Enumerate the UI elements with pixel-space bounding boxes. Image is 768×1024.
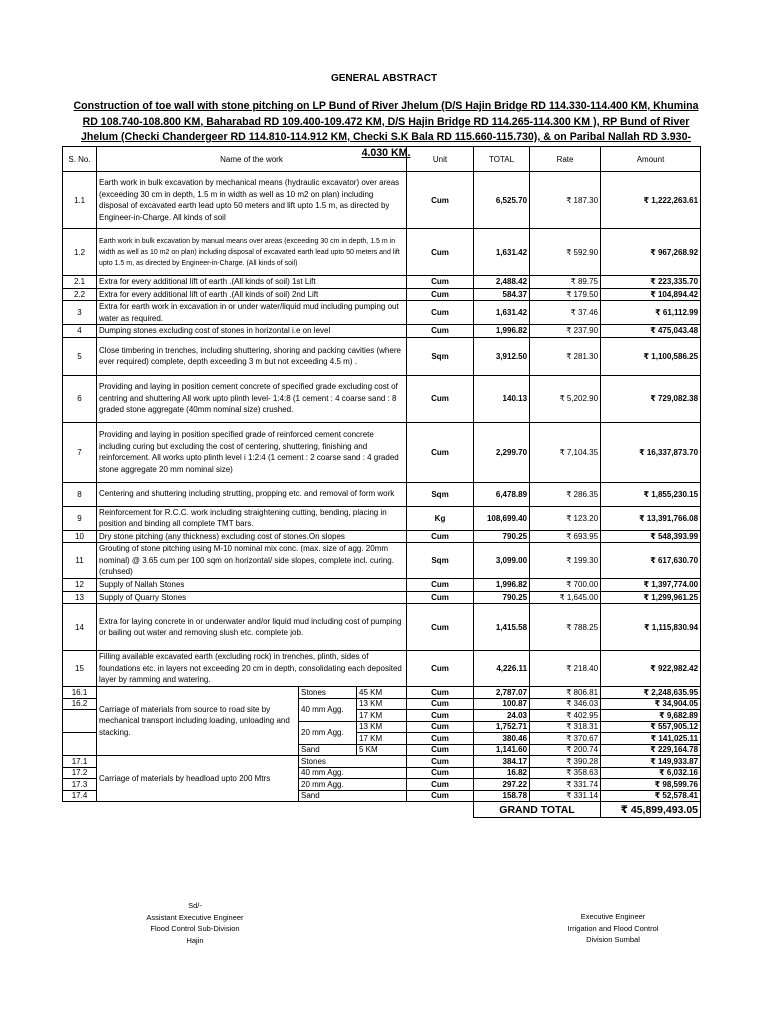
row-material: 20 mm Agg. [299, 779, 407, 791]
row-amount: ₹ 729,082.38 [601, 375, 701, 422]
row-amount: ₹ 16,337,873.70 [601, 422, 701, 482]
row-unit: Cum [407, 651, 474, 687]
table-row [63, 229, 701, 276]
row-total: 380.46 [474, 733, 530, 745]
table-row [63, 276, 701, 289]
row-total: 4,226.11 [474, 651, 530, 687]
row-sno: 17.2 [63, 767, 97, 779]
row-sno [63, 710, 97, 733]
row-total: 2,787.07 [474, 687, 530, 699]
header-unit: Unit [407, 147, 474, 172]
row-unit: Sqm [407, 337, 474, 375]
row-amount: ₹ 1,222,263.61 [601, 172, 701, 229]
row-unit: Cum [407, 733, 474, 745]
row-description: Dumping stones excluding cost of stones in horizontal i.e on level [97, 325, 407, 338]
row-sno: 2.2 [63, 288, 97, 301]
row-description: Reinforcement for R.C.C. work including straightening cutting, bending, placing in position and binding all complete TMT bars. [97, 506, 407, 530]
row-rate: ₹ 187.30 [530, 172, 601, 229]
row-amount: ₹ 98,599.76 [601, 779, 701, 791]
row-sno: 17.4 [63, 790, 97, 802]
row-unit: Cum [407, 288, 474, 301]
row-amount: ₹ 52,578.41 [601, 790, 701, 802]
row-sno: 6 [63, 375, 97, 422]
row-sno: 15 [63, 651, 97, 687]
row-sno: 17.1 [63, 756, 97, 768]
row-total: 158.78 [474, 790, 530, 802]
header-sno: S. No. [63, 147, 97, 172]
row-distance: 17 KM [357, 710, 407, 722]
row-sno [63, 733, 97, 756]
row-description: Extra for earth work in excavation in or under water/liquid mud including pumping out water as required. [97, 301, 407, 325]
table-row [63, 506, 701, 530]
row-amount: ₹ 1,397,774.00 [601, 579, 701, 592]
table-row [63, 337, 701, 375]
row-amount: ₹ 967,268.92 [601, 229, 701, 276]
row-total: 100.87 [474, 698, 530, 710]
row-amount: ₹ 229,164.78 [601, 744, 701, 756]
row-total: 6,478.89 [474, 482, 530, 506]
row-sno: 8 [63, 482, 97, 506]
row-description: Supply of Quarry Stones [97, 591, 407, 604]
row-rate: ₹ 390.28 [530, 756, 601, 768]
row-rate: ₹ 281.30 [530, 337, 601, 375]
row-sno: 9 [63, 506, 97, 530]
row-total: 2,488.42 [474, 276, 530, 289]
row-rate: ₹ 806.81 [530, 687, 601, 699]
row-unit: Cum [407, 422, 474, 482]
table-row [63, 756, 701, 768]
row-sno: 16.2 [63, 698, 97, 710]
row-amount: ₹ 149,933.87 [601, 756, 701, 768]
row-total: 140.13 [474, 375, 530, 422]
header-name: Name of the work [97, 147, 407, 172]
grand-total-amount: ₹ 45,899,493.05 [601, 802, 701, 818]
row-amount: ₹ 1,299,961.25 [601, 591, 701, 604]
row-description: Earth work in bulk excavation by manual means over areas (exceeding 30 cm in depth, 1.5 m in width as well as 10 m2 on plan) including disposal of excavated earth lead upto 50 meters and lift upto 1.5 m, as directed by Engineer-in-Charge. (All kinds of soil) [97, 229, 407, 276]
row-sno: 2.1 [63, 276, 97, 289]
row-amount: ₹ 9,682.89 [601, 710, 701, 722]
row-rate: ₹ 286.35 [530, 482, 601, 506]
row-rate: ₹ 318.31 [530, 721, 601, 733]
row-distance: 17 KM [357, 733, 407, 745]
row-sno: 3 [63, 301, 97, 325]
row-unit: Cum [407, 276, 474, 289]
row-rate: ₹ 592.90 [530, 229, 601, 276]
table-header-row [63, 147, 701, 172]
row-total: 1,141.60 [474, 744, 530, 756]
row-rate: ₹ 402.95 [530, 710, 601, 722]
carriage-headload-description: Carriage of materials by headload upto 200 Mtrs [97, 756, 299, 802]
row-amount: ₹ 141,025.11 [601, 733, 701, 745]
row-unit: Cum [407, 698, 474, 710]
table-row [63, 604, 701, 651]
table-row [63, 530, 701, 543]
signature-left: Sd/- Assistant Executive Engineer Flood Control Sub-Division Hajin [146, 901, 244, 945]
row-total: 1,996.82 [474, 579, 530, 592]
row-rate: ₹ 331.14 [530, 790, 601, 802]
table-row [63, 579, 701, 592]
row-total: 790.25 [474, 530, 530, 543]
row-rate: ₹ 199.30 [530, 543, 601, 579]
row-amount: ₹ 2,248,635.95 [601, 687, 701, 699]
row-rate: ₹ 179.50 [530, 288, 601, 301]
row-amount: ₹ 61,112.99 [601, 301, 701, 325]
row-description: Centering and shuttering including strutting, propping etc. and removal of form work [97, 482, 407, 506]
row-sno: 13 [63, 591, 97, 604]
row-distance: 45 KM [357, 687, 407, 699]
row-amount: ₹ 922,982.42 [601, 651, 701, 687]
row-sno: 1.1 [63, 172, 97, 229]
row-unit: Cum [407, 229, 474, 276]
row-description: Providing and laying in position cement concrete of specified grade excluding cost of centring and shuttering All work upto plinth level- 1:4:8 (1 cement : 4 coarse sand : 8 graded stone aggregate (40mm nominal size) crushed. [97, 375, 407, 422]
row-amount: ₹ 223,335.70 [601, 276, 701, 289]
row-total: 1,996.82 [474, 325, 530, 338]
row-rate: ₹ 123.20 [530, 506, 601, 530]
grand-total-row [63, 802, 701, 818]
row-unit: Sqm [407, 543, 474, 579]
row-rate: ₹ 370.67 [530, 733, 601, 745]
row-description: Dry stone pitching (any thickness) excluding cost of stones.On slopes [97, 530, 407, 543]
row-unit: Cum [407, 767, 474, 779]
grand-total-spacer [63, 802, 474, 818]
row-description: Close timbering in trenches, including shuttering, shoring and packing cavities (where ever required) complete, depth exceeding 3 m but not exceeding 4.5 m) . [97, 337, 407, 375]
row-material: Sand [299, 790, 407, 802]
row-unit: Kg [407, 506, 474, 530]
table-row [63, 591, 701, 604]
row-rate: ₹ 358.63 [530, 767, 601, 779]
row-material: Stones [299, 687, 357, 699]
row-description: Extra for every additional lift of earth .(All kinds of soil) 2nd Lift [97, 288, 407, 301]
row-amount: ₹ 104,894.42 [601, 288, 701, 301]
row-unit: Cum [407, 375, 474, 422]
row-total: 16.82 [474, 767, 530, 779]
table-row [63, 325, 701, 338]
row-description: Grouting of stone pitching using M-10 nominal mix conc. (max. size of agg. 20mm nominal) @ 3.65 cum per 100 sqm on horizontal/ side slopes, complete incl. curing. (cruhsed) [97, 543, 407, 579]
row-distance: 13 KM [357, 698, 407, 710]
row-amount: ₹ 1,100,586.25 [601, 337, 701, 375]
row-rate: ₹ 37.46 [530, 301, 601, 325]
row-unit: Cum [407, 325, 474, 338]
row-amount: ₹ 1,115,830.94 [601, 604, 701, 651]
row-material: 40 mm Agg. [299, 698, 357, 721]
row-sno: 12 [63, 579, 97, 592]
row-total: 2,299.70 [474, 422, 530, 482]
table-row [63, 172, 701, 229]
row-unit: Cum [407, 687, 474, 699]
row-sno: 5 [63, 337, 97, 375]
row-sno: 10 [63, 530, 97, 543]
row-amount: ₹ 1,855,230.15 [601, 482, 701, 506]
row-rate: ₹ 7,104.35 [530, 422, 601, 482]
row-sno: 4 [63, 325, 97, 338]
row-amount: ₹ 548,393.99 [601, 530, 701, 543]
row-distance: 5 KM [357, 744, 407, 756]
row-total: 384.17 [474, 756, 530, 768]
row-rate: ₹ 346.03 [530, 698, 601, 710]
row-description: Supply of Nallah Stones [97, 579, 407, 592]
row-rate: ₹ 89.75 [530, 276, 601, 289]
row-material: 40 mm Agg. [299, 767, 407, 779]
row-unit: Cum [407, 744, 474, 756]
row-unit: Sqm [407, 482, 474, 506]
row-total: 6,525.70 [474, 172, 530, 229]
row-total: 108,699.40 [474, 506, 530, 530]
row-unit: Cum [407, 779, 474, 791]
row-description: Filling available excavated earth (excluding rock) in trenches, plinth, sides of foundations etc. in layers not exceeding 20 cm in depth, consolidating each deposited layer by ramming and watering. [97, 651, 407, 687]
row-sno: 17.3 [63, 779, 97, 791]
row-unit: Cum [407, 790, 474, 802]
row-rate: ₹ 788.25 [530, 604, 601, 651]
header-rate: Rate [530, 147, 601, 172]
abstract-table [62, 146, 701, 818]
row-material: 20 mm Agg. [299, 721, 357, 744]
row-sno: 11 [63, 543, 97, 579]
row-description: Extra for every additional lift of earth .(All kinds of soil) 1st Lift [97, 276, 407, 289]
row-unit: Cum [407, 756, 474, 768]
table-row [63, 543, 701, 579]
row-sno: 1.2 [63, 229, 97, 276]
row-total: 1,415.58 [474, 604, 530, 651]
table-row [63, 482, 701, 506]
table-row [63, 288, 701, 301]
row-total: 1,631.42 [474, 301, 530, 325]
table-row [63, 375, 701, 422]
table-row [63, 687, 701, 699]
table-row [63, 422, 701, 482]
document-subtitle: Construction of toe wall with stone pitching on LP Bund of River Jhelum (D/S Hajin Bridge RD 114.330-114.400 KM, Khumina RD 108.740-108.800 KM, Baharabad RD 109.400-109.472 KM, D/S Hajin Bridge RD 114.265-114.300 KM ), RP Bund of River Jhelum (Checki Chandergeer RD 114.810-114.912 KM, Checki S.K Bala RD 115.660-115.730), & on Paribal Nallah RD 3.930-4.030 KM. [73, 100, 699, 159]
grand-total-label: GRAND TOTAL [474, 802, 601, 818]
row-sno: 7 [63, 422, 97, 482]
row-unit: Cum [407, 172, 474, 229]
row-amount: ₹ 475,043.48 [601, 325, 701, 338]
row-material: Stones [299, 756, 407, 768]
row-rate: ₹ 700.00 [530, 579, 601, 592]
row-total: 3,912.50 [474, 337, 530, 375]
row-total: 24.03 [474, 710, 530, 722]
row-total: 1,752.71 [474, 721, 530, 733]
row-rate: ₹ 693.95 [530, 530, 601, 543]
row-total: 584.37 [474, 288, 530, 301]
document-title: GENERAL ABSTRACT [330, 73, 438, 84]
row-amount: ₹ 13,391,766.08 [601, 506, 701, 530]
row-total: 1,631.42 [474, 229, 530, 276]
header-total: TOTAL [474, 147, 530, 172]
row-unit: Cum [407, 579, 474, 592]
row-unit: Cum [407, 710, 474, 722]
table-row [63, 651, 701, 687]
row-rate: ₹ 200.74 [530, 744, 601, 756]
row-total: 790.25 [474, 591, 530, 604]
row-unit: Cum [407, 721, 474, 733]
row-unit: Cum [407, 591, 474, 604]
row-amount: ₹ 6,032.16 [601, 767, 701, 779]
row-unit: Cum [407, 604, 474, 651]
row-amount: ₹ 617,630.70 [601, 543, 701, 579]
row-rate: ₹ 331.74 [530, 779, 601, 791]
signature-right: Executive Engineer Irrigation and Flood Control Division Sumbal [567, 912, 659, 944]
row-sno: 16.1 [63, 687, 97, 699]
row-total: 3,099.00 [474, 543, 530, 579]
row-rate: ₹ 5,202.90 [530, 375, 601, 422]
row-unit: Cum [407, 301, 474, 325]
row-rate: ₹ 237.90 [530, 325, 601, 338]
row-total: 297.22 [474, 779, 530, 791]
row-sno: 14 [63, 604, 97, 651]
row-amount: ₹ 34,904.05 [601, 698, 701, 710]
row-rate: ₹ 218.40 [530, 651, 601, 687]
row-amount: ₹ 557,905.12 [601, 721, 701, 733]
row-unit: Cum [407, 530, 474, 543]
row-distance: 13 KM [357, 721, 407, 733]
row-rate: ₹ 1,645.00 [530, 591, 601, 604]
row-description: Extra for laying concrete in or underwater and/or liquid mud including cost of pumping or bailing out water and removing slush etc. complete job. [97, 604, 407, 651]
table-row [63, 301, 701, 325]
row-material: Sand [299, 744, 357, 756]
row-description: Providing and laying in position specified grade of reinforced cement concrete including curing but excluding the cost of centering, shuttering, finishing and reinforcement. All works upto plinth level i 1:2:4 (1 cement : 2 coarse sand : 4 graded stone aggregate 20 mm nominal size) [97, 422, 407, 482]
header-amount: Amount [601, 147, 701, 172]
carriage-mechanical-description: Carriage of materials from source to road site by mechanical transport including loading, unloading and stacking. [97, 687, 299, 756]
row-description: Earth work in bulk excavation by mechanical means (hydraulic excavator) over areas (exceeding 30 cm in depth, 1.5 m in width as well as 10 m2 on plan) including disposal of excavated earth lead upto 50 meters and lift upto 1.5 m, as directed by Engineer-in-Charge. All kinds of soil [97, 172, 407, 229]
